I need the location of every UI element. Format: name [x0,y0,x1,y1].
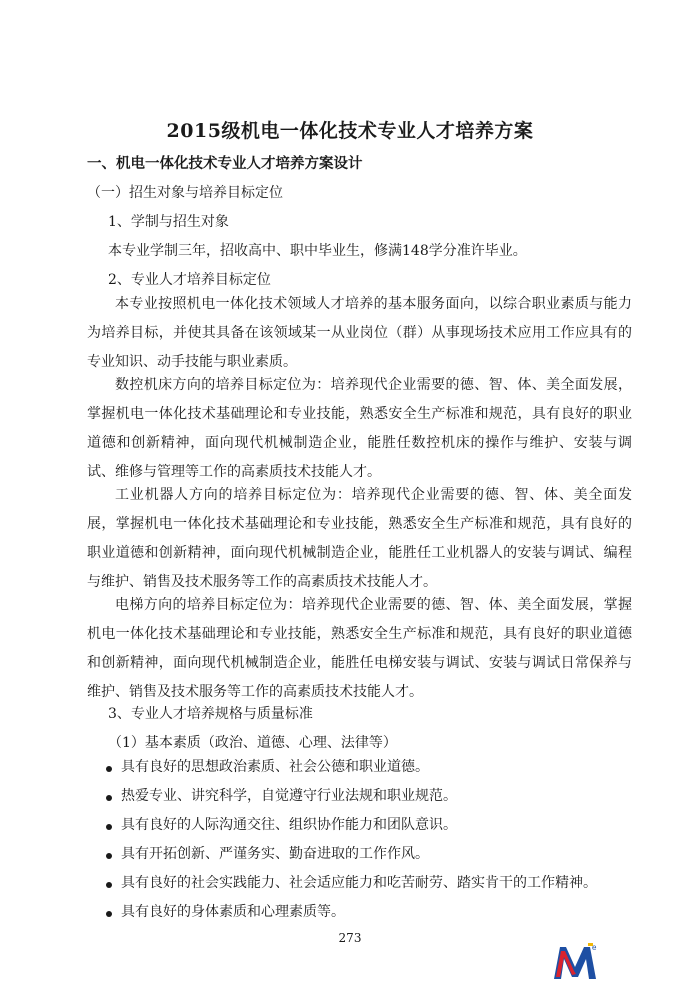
sub1-heading: （1）基本素质（政治、道德、心理、法律等） [108,735,397,751]
list-item-text: 具有开拓创新、严谨务实、勤奋进取的工作作风。 [121,846,429,862]
page-title: 2015级机电一体化技术专业人才培养方案 [166,120,534,142]
list-item [87,814,597,843]
paragraph-cnc [87,371,632,487]
paragraph-cnc-text: 数控机床方向的培养目标定位为：培养现代企业需要的德、智、体、美全面发展，掌握机电一体化技术基础理论和专业技能，熟悉安全生产标准和规范，具有良好的职业道德和创新精神，面向现代机械制造企业，能胜任数控机床的操作与维护、安装与调试、维修与管理等工作的高素质技术技能人才。 [87,377,632,480]
list-item-text: 具有良好的人际沟通交往、组织协作能力和团队意识。 [121,817,457,833]
bullet-dot-icon [106,882,112,888]
list-item-text: 具有良好的社会实践能力、社会适应能力和吃苦耐劳、踏实肯干的工作精神。 [121,875,597,891]
paragraph-intro-text: 本专业按照机电一体化技术领域人才培养的基本服务面向，以综合职业素质与能力为培养目标，并使其具备在该领域某一从业岗位（群）从事现场技术应用工作应具有的专业知识、动手技能与职业素质。 [87,296,632,370]
paragraph-robot [87,481,632,597]
section-heading: 一、机电一体化技术专业人才培养方案设计 [87,155,363,172]
bullet-dot-icon [106,766,112,772]
page-number: 273 [338,931,362,945]
bullet-dot-icon [106,795,112,801]
list-item [87,872,597,901]
item1-heading: 1、学制与招生对象 [108,214,229,230]
item3-heading: 3、专业人才培养规格与质量标准 [108,706,313,722]
list-item [87,756,597,785]
list-item [87,785,597,814]
paragraph-elevator-text: 电梯方向的培养目标定位为：培养现代企业需要的德、智、体、美全面发展，掌握机电一体化技术基础理论和专业技能，熟悉安全生产标准和规范，具有良好的职业道德和创新精神，面向现代机械制造企业，能胜任电梯安装与调试、安装与调试日常保养与维护、销售及技术服务等工作的高素质技术技能人才。 [87,597,632,700]
logo-superscript: e [592,943,597,952]
list-item-text: 具有良好的身体素质和心理素质等。 [121,904,345,920]
list-item [87,843,597,872]
me-logo-icon [552,941,598,981]
list-item [87,901,597,930]
item1-text: 本专业学制三年，招收高中、职中毕业生，修满148学分准许毕业。 [108,243,527,259]
item2-heading: 2、专业人才培养目标定位 [108,272,271,288]
list-item-text: 具有良好的思想政治素质、社会公德和职业道德。 [121,759,429,775]
bullet-dot-icon [106,853,112,859]
paragraph-intro [87,290,632,377]
bullet-dot-icon [106,824,112,830]
bullet-dot-icon [106,911,112,917]
paragraph-robot-text: 工业机器人方向的培养目标定位为：培养现代企业需要的德、智、体、美全面发展，掌握机电一体化技术基础理论和专业技能，熟悉安全生产标准和规范，具有良好的职业道德和创新精神，面向现代机械制造企业，能胜任工业机器人的安装与调试、编程与维护、销售及技术服务等工作的高素质技术技能人才。 [87,487,632,590]
paragraph-elevator [87,591,632,707]
subsection-heading: （一）招生对象与培养目标定位 [87,185,283,201]
list-item-text: 热爱专业、讲究科学，自觉遵守行业法规和职业规范。 [121,788,457,804]
quality-bullet-list [87,756,597,930]
